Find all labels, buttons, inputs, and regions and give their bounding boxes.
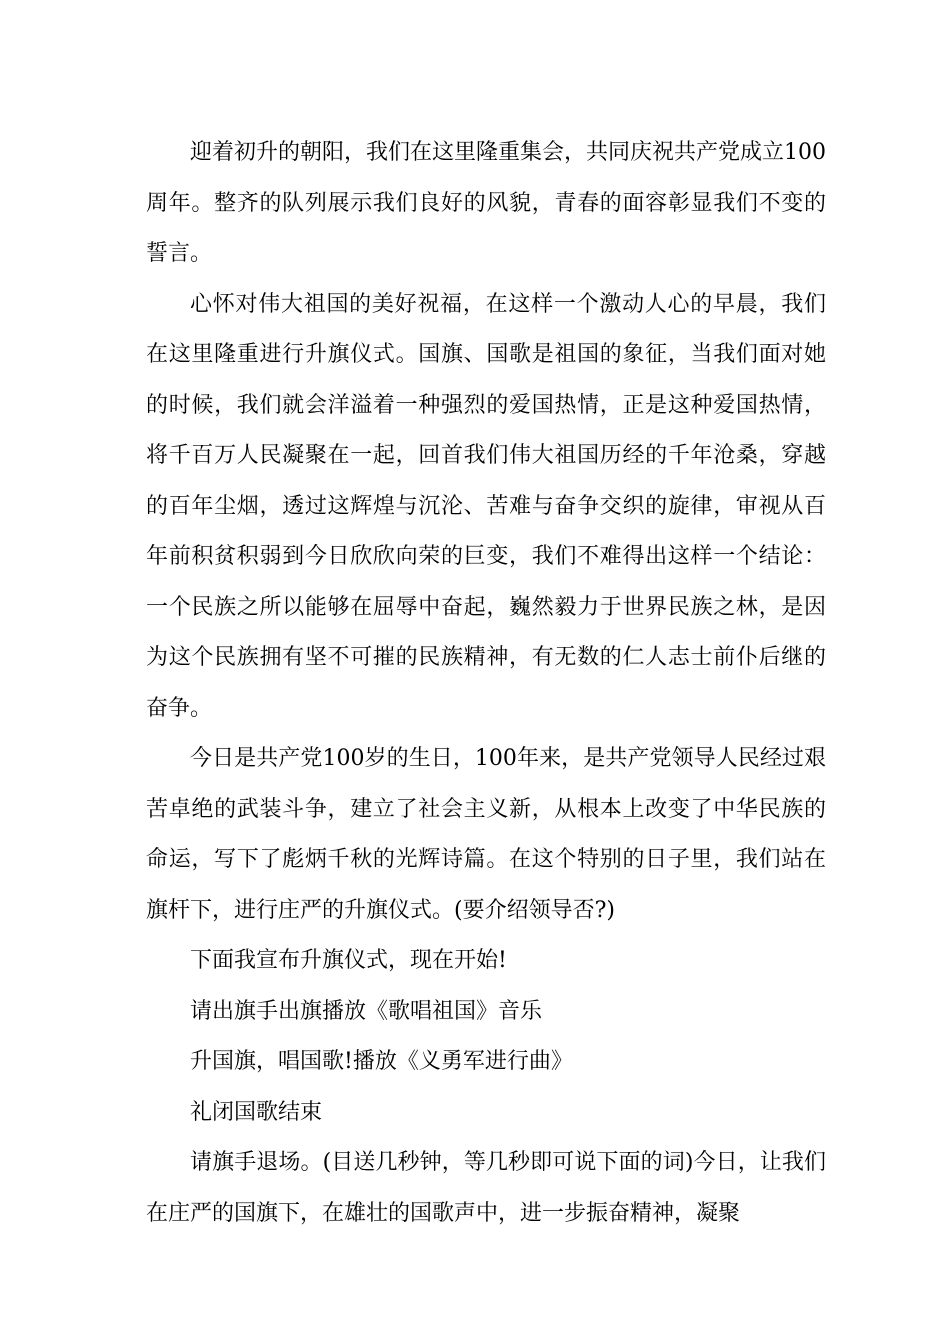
document-body: [146, 128, 826, 1239]
paragraph-raise-flag: 升国旗，唱国歌!播放《义勇军进行曲》: [190, 1049, 573, 1074]
paragraph-anniversary: 今日是共产党100岁的生日，100年来，是共产党领导人民经过艰苦卓绝的武装斗争，建立了社会主义新，从根本上改变了中华民族的命运，写下了彪炳千秋的光辉诗篇。在这个特别的日子里，我们站在旗杆下，进行庄严的升旗仪式。(要介绍领导否?): [146, 746, 826, 923]
paragraph-anthem-end: 礼闭国歌结束: [190, 1099, 323, 1125]
paragraph-announce-start: 下面我宣布升旗仪式，现在开始!: [190, 948, 507, 973]
paragraph-opening: 迎着初升的朝阳，我们在这里隆重集会，共同庆祝共产党成立100周年。整齐的队列展示我们良好的风貌，青春的面容彰显我们不变的誓言。: [146, 140, 826, 266]
paragraph-flag-ceremony: 心怀对伟大祖国的美好祝福，在这样一个激动人心的早晨，我们在这里隆重进行升旗仪式。国旗、国歌是祖国的象征，当我们面对她的时候，我们就会洋溢着一种强烈的爱国热情，正是这种爱国热情，将千百万人民凝聚在一起，回首我们伟大祖国历经的千年沧桑，穿越的百年尘烟，透过这辉煌与沉沦、苦难与奋争交织的旋律，审视从百年前积贫积弱到今日欣欣向荣的巨变，我们不难得出这样一个结论：一个民族之所以能够在屈辱中奋起，巍然毅力于世界民族之林，是因为这个民族拥有坚不可摧的民族精神，有无数的仁人志士前仆后继的奋争。: [146, 291, 826, 721]
paragraph-bearers-exit: 请旗手退场。(目送几秒钟，等几秒即可说下面的词)今日，让我们在庄严的国旗下，在雄壮的国歌声中，进一步振奋精神，凝聚: [146, 1150, 826, 1226]
paragraph-flag-bearers: 请出旗手出旗播放《歌唱祖国》音乐: [190, 998, 543, 1024]
